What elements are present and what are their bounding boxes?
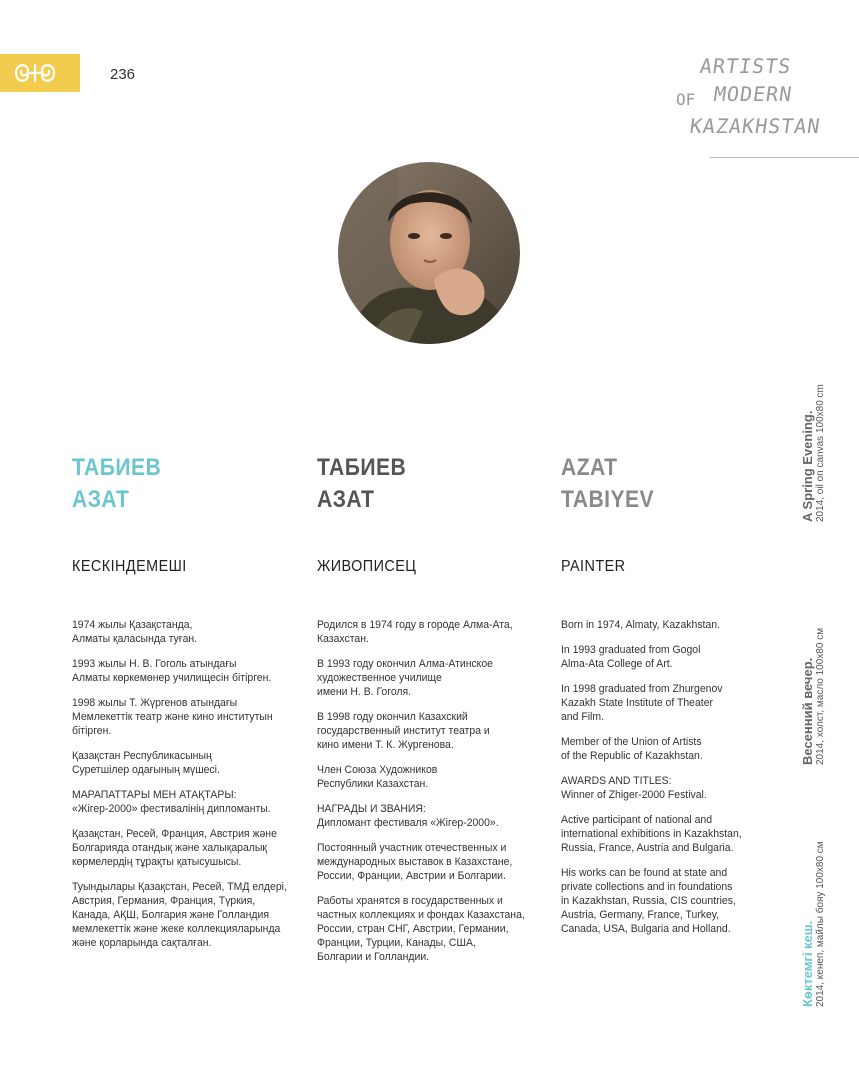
column-english: [561, 452, 789, 935]
ornament-icon: [10, 59, 60, 87]
artist-firstname: АЗАТ: [317, 486, 375, 513]
caption-title: Весенний вечер.: [800, 657, 815, 765]
bio-paragraph: Member of the Union of Artists of the Republic of Kazakhstan.: [561, 736, 703, 762]
bio-paragraph: НАГРАДЫ И ЗВАНИЯ: Дипломант фестиваля «Жігер-2000».: [317, 803, 499, 829]
caption-title: Көктемгі кеш.: [800, 920, 815, 1007]
artist-name: [317, 452, 518, 516]
caption-title: A Spring Evening.: [800, 410, 815, 522]
bio-paragraph: Born in 1974, Almaty, Kazakhstan.: [561, 619, 720, 631]
artist-bio: [317, 618, 540, 975]
bio-paragraph: Туындылары Қазақстан, Ресей, ТМД елдері, Австрия, Германия, Франция, Түркия, Канада, АҚШ, Болгария және Голландия мемлекеттік және жеке коллекцияларында және қорларында сақталған.: [72, 881, 287, 949]
page-number: 236: [110, 66, 136, 83]
bio-paragraph: 1993 жылы Н. В. Гоголь атындағы Алматы көркемөнер училищесін бітірген.: [72, 658, 272, 684]
column-kazakh: [72, 452, 300, 949]
caption-russian: [800, 628, 826, 765]
column-russian: [317, 452, 545, 963]
bio-paragraph: Постоянный участник отечественных и международных выставок в Казахстане, России, Франции, Австрии и Болгарии.: [317, 842, 513, 882]
caption-details: 2014, oil on canvas 100x80 cm: [815, 384, 826, 522]
caption-english: [800, 384, 826, 522]
artist-surname: ТАБИЕВ: [317, 454, 407, 481]
header-rule: [710, 157, 859, 158]
bio-paragraph: Член Союза Художников Республики Казахстан.: [317, 764, 438, 790]
brand-line-kazakhstan: KAZAKHSTAN: [688, 114, 823, 138]
caption-details: 2014, холст, масло 100x80 см: [815, 627, 826, 765]
bio-paragraph: 1974 жылы Қазақстанда, Алматы қаласында туған.: [72, 619, 198, 645]
artist-surname: TABIYEV: [561, 486, 655, 513]
ornament-badge: [0, 54, 80, 92]
artist-name: [561, 452, 762, 516]
brand-logo: [676, 54, 826, 154]
artist-firstname: AZAT: [561, 454, 618, 481]
caption-kazakh: [800, 841, 826, 1007]
bio-paragraph: Active participant of national and international exhibitions in Kazakhstan, Russia, France, Austria and Bulgaria.: [561, 814, 742, 854]
artist-firstname: АЗАТ: [72, 486, 130, 513]
brand-word-of: OF: [676, 90, 696, 109]
bio-paragraph: МАРАПАТТАРЫ МЕН АТАҚТАРЫ: «Жігер-2000» фестивалінің дипломанты.: [72, 789, 271, 815]
artist-bio: [72, 618, 295, 961]
bio-paragraph: In 1993 graduated from Gogol Alma-Ata College of Art.: [561, 644, 701, 670]
bio-paragraph: Қазақстан Республикасының Суретшілер одағының мүшесі.: [72, 750, 220, 776]
caption-details: 2014, кенеп, майлы бояу 100x80 см: [815, 841, 826, 1007]
bio-paragraph: 1998 жылы Т. Жүргенов атындағы Мемлекеттік театр және кино институтын бітірген.: [72, 697, 273, 737]
artist-portrait: [338, 162, 520, 344]
artist-name: [72, 452, 273, 516]
bio-paragraph: В 1998 году окончил Казахский государственный институт театра и кино имени Т. К. Жургенова.: [317, 711, 490, 751]
bio-paragraph: Родился в 1974 году в городе Алма-Ата, Казахстан.: [317, 619, 513, 645]
bio-paragraph: His works can be found at state and private collections and in foundations in Kazakhstan, Russia, CIS countries, Austria, Germany, France, Turkey, Canada, USA, Bulgaria and Holland.: [561, 867, 736, 935]
artist-bio: [561, 618, 784, 947]
bio-paragraph: In 1998 graduated from Zhurgenov Kazakh State Institute of Theater and Film.: [561, 683, 723, 723]
bio-paragraph: Қазақстан, Ресей, Франция, Австрия және Болгарияда отандық және халықаралық көрмелердің тұрақты қатысушысы.: [72, 828, 277, 868]
artist-role: ЖИВОПИСЕЦ: [317, 558, 417, 575]
artist-role: PAINTER: [561, 558, 626, 575]
brand-line-artists: ARTISTS: [698, 54, 793, 78]
bio-paragraph: Работы хранятся в государственных и частных коллекциях и фондах Казахстана, России, стран СНГ, Австрии, Германии, Франции, Турции, Канады, США, Болгарии и Голландии.: [317, 895, 525, 963]
bio-paragraph: В 1993 году окончил Алма-Атинское художественное училище имени Н. В. Гоголя.: [317, 658, 494, 698]
artist-role: КЕСКІНДЕМЕШІ: [72, 558, 187, 575]
brand-word-modern: MODERN: [712, 82, 794, 106]
bio-paragraph: AWARDS AND TITLES: Winner of Zhiger-2000 Festival.: [561, 775, 707, 801]
artist-surname: ТАБИЕВ: [72, 454, 162, 481]
